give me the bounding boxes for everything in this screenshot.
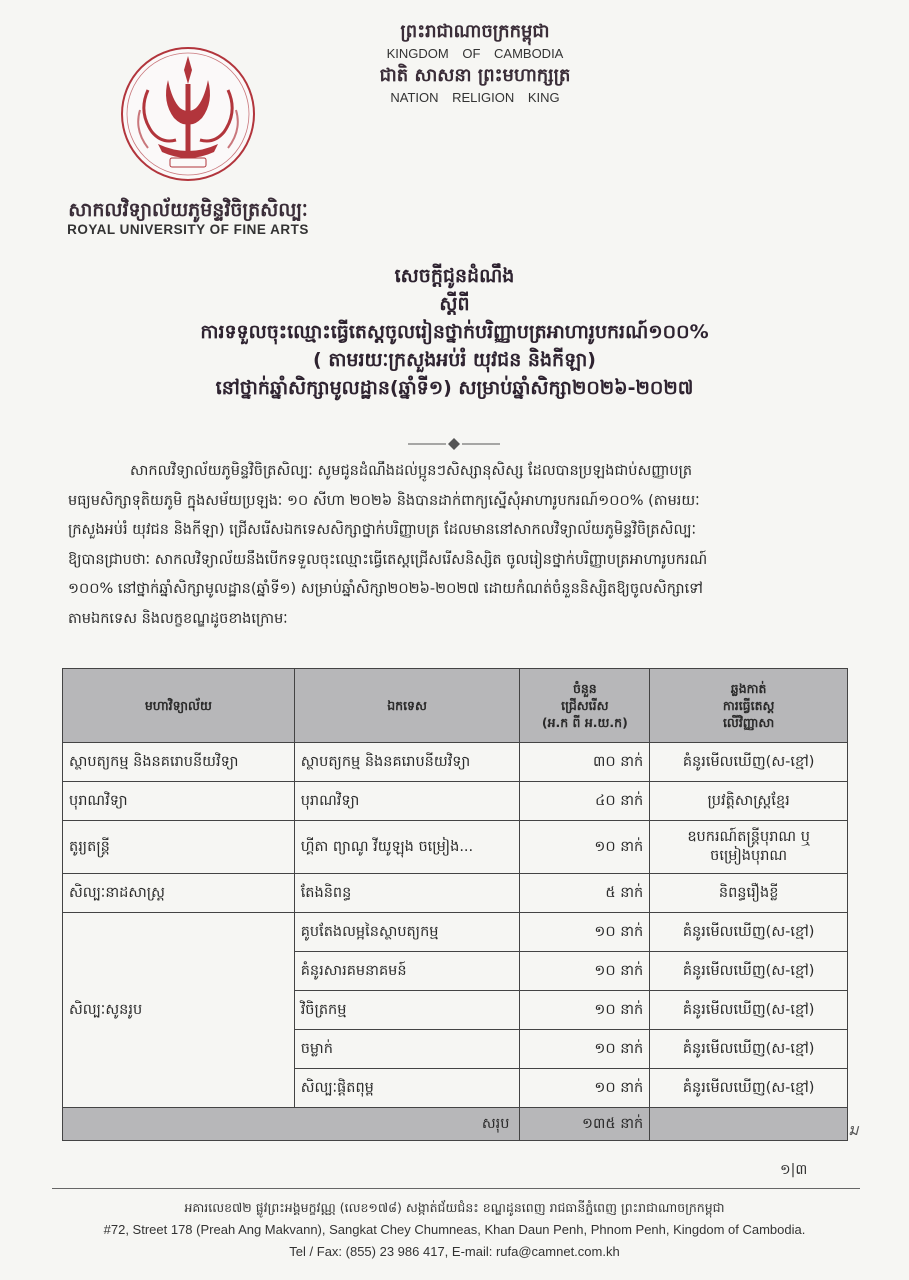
motto-english: NATION RELIGION KING bbox=[390, 90, 560, 105]
cell-major: បុរាណវិទ្យា bbox=[294, 782, 520, 821]
cell-quota: ១០ នាក់ bbox=[520, 821, 650, 874]
total-value: ១៣៥ នាក់ bbox=[520, 1108, 650, 1141]
cell-major: ស្ថាបត្យកម្ម និងនគរោបនីយវិទ្យា bbox=[294, 743, 520, 782]
title-line-2: ស្ដីពី bbox=[439, 293, 470, 315]
kingdom-khmer: ព្រះរាជាណាចក្រកម្ពុជា bbox=[400, 21, 550, 42]
header-exam-line: លើវិញ្ញាសា bbox=[722, 715, 775, 730]
header-exam-line: ការធ្វើតេស្ត bbox=[722, 698, 775, 713]
table-total-row bbox=[63, 1108, 848, 1141]
cell-exam: គំនូរមើលឃើញ(ស-ខ្មៅ) bbox=[650, 743, 848, 782]
kingdom-english: KINGDOM OF CAMBODIA bbox=[386, 46, 564, 61]
header-exam-line: ឆ្លងកាត់ bbox=[730, 681, 767, 696]
body-line: ក្រសួងអប់រំ យុវជន និងកីឡា) ជ្រើសរើសឯកទេសសិក្សាថ្នាក់បរិញ្ញាបត្រ ដែលមាននៅសាកលវិទ្យាល័យភូមិន្ទវិចិត្រសិល្បៈ bbox=[68, 522, 696, 538]
cell-exam: គំនូរមើលឃើញ(ស-ខ្មៅ) bbox=[650, 952, 848, 991]
total-label: សរុប bbox=[63, 1108, 520, 1141]
cell-quota: ១០ នាក់ bbox=[520, 952, 650, 991]
title-line-3: ការទទួលចុះឈ្មោះធ្វើតេស្តចូលរៀនថ្នាក់បរិញ្ញាបត្រអាហារូបករណ៍១០០% bbox=[200, 321, 709, 343]
header-faculty: មហាវិទ្យាល័យ bbox=[63, 669, 295, 743]
cell-major: តែងនិពន្ធ bbox=[294, 874, 520, 913]
quota-table bbox=[62, 668, 848, 1141]
table-row bbox=[63, 821, 848, 874]
cell-exam: គំនូរមើលឃើញ(ស-ខ្មៅ) bbox=[650, 1030, 848, 1069]
header-quota-line: ចំនួន bbox=[572, 681, 597, 696]
cell-exam bbox=[650, 821, 848, 874]
cell-major: គំនូរសារគមនាគមន៍ bbox=[294, 952, 520, 991]
title-line-4: ( តាមរយៈក្រសួងអប់រំ យុវជន និងកីឡា) bbox=[313, 349, 596, 371]
header-quota-line: ជ្រើសរើស bbox=[561, 698, 609, 713]
announcement-body bbox=[68, 457, 850, 634]
cell-exam: គំនូរមើលឃើញ(ស-ខ្មៅ) bbox=[650, 913, 848, 952]
page-number: ១|៣ bbox=[780, 1162, 808, 1178]
body-line: មធ្យមសិក្សាទុតិយភូមិ ក្នុងសម័យប្រឡងៈ ១០ សីហា ២០២៦ និងបានដាក់ពាក្យស្នើសុំអាហារូបករណ៍១០០% (តាមរយៈ bbox=[68, 492, 700, 509]
title-line-5: នៅថ្នាក់ឆ្នាំសិក្សាមូលដ្ឋាន(ឆ្នាំទី១) សម្រាប់ឆ្នាំសិក្សា២០២៦-២០២៧ bbox=[215, 377, 694, 399]
cell-exam: គំនូរមើលឃើញ(ស-ខ្មៅ) bbox=[650, 991, 848, 1030]
cell-faculty: តូរ្យតន្ត្រី bbox=[63, 821, 295, 874]
cell-major: វិចិត្រកម្ម bbox=[294, 991, 520, 1030]
footer-divider bbox=[52, 1188, 860, 1189]
cell-exam-line: ឧបករណ៍តន្ត្រីបុរាណ ឬ bbox=[687, 829, 810, 845]
cell-faculty: សិល្បៈសូនរូប bbox=[63, 913, 295, 1108]
header-quota bbox=[520, 669, 650, 743]
body-line: សាកលវិទ្យាល័យភូមិន្ទវិចិត្រសិល្បៈ សូមជូនដំណឹងដល់ប្អូនៗសិស្សានុសិស្ស ដែលបានប្រឡងជាប់សញ្ញាបត្រ bbox=[130, 463, 693, 479]
cell-quota: ១០ នាក់ bbox=[520, 1030, 650, 1069]
header-exam bbox=[650, 669, 848, 743]
table-row bbox=[63, 913, 848, 952]
cell-exam: គំនូរមើលឃើញ(ស-ខ្មៅ) bbox=[650, 1069, 848, 1108]
body-line: ឱ្យបានជ្រាបថាៈ សាកលវិទ្យាល័យនឹងបើកទទួលចុះឈ្មោះធ្វើតេស្តជ្រើសរើសនិស្សិត ចូលរៀនថ្នាក់បរិញ្ញាបត្រអាហារូបករណ៍ bbox=[68, 551, 708, 568]
table-row bbox=[63, 782, 848, 821]
cell-faculty: ស្ថាបត្យកម្ម និងនគរោបនីយវិទ្យា bbox=[63, 743, 295, 782]
footer-contact: Tel / Fax: (855) 23 986 417, E-mail: rufa@camnet.com.kh bbox=[289, 1244, 620, 1259]
university-name-khmer: សាកលវិទ្យាល័យភូមិន្ទវិចិត្រសិល្បៈ bbox=[68, 199, 308, 221]
footer-address-english: #72, Street 178 (Preah Ang Makvann), Sangkat Chey Chumneas, Khan Daun Penh, Phnom Penh, Kingdom of Cambodia. bbox=[103, 1222, 806, 1237]
header-quota-line: (អ.ក ពី អ.យ.ក) bbox=[541, 715, 628, 730]
kingdom-header bbox=[330, 20, 620, 108]
cell-major: ចម្លាក់ bbox=[294, 1030, 520, 1069]
cell-major: សិល្បៈផ្ដិតពុម្ព bbox=[294, 1069, 520, 1108]
cell-quota: ៥ នាក់ bbox=[520, 874, 650, 913]
cell-faculty: សិល្បៈនាដសាស្ត្រ bbox=[63, 874, 295, 913]
table-header-row bbox=[63, 669, 848, 743]
cell-quota: ៣០ នាក់ bbox=[520, 743, 650, 782]
body-line: ១០០% នៅថ្នាក់ឆ្នាំសិក្សាមូលដ្ឋាន(ឆ្នាំទី១) សម្រាប់ឆ្នាំសិក្សា២០២៦-២០២៧ ដោយកំណត់ចំនួននិស្សិតឱ្យចូលសិក្សាទៅ bbox=[68, 581, 703, 597]
announcement-title bbox=[40, 262, 869, 402]
cell-quota: ១០ នាក់ bbox=[520, 991, 650, 1030]
cell-exam: និពន្ធរឿងខ្លី bbox=[650, 874, 848, 913]
total-empty-cell bbox=[650, 1108, 848, 1141]
cell-quota: ១០ នាក់ bbox=[520, 913, 650, 952]
page-initial-mark: ม bbox=[848, 1120, 859, 1139]
cell-major: ហ្គីតា ព្យាណូ វីយូឡុង ចម្រៀង... bbox=[294, 821, 520, 874]
title-line-1: សេចក្ដីជូនដំណឹង bbox=[394, 265, 515, 287]
divider-ornament bbox=[404, 437, 504, 451]
cell-quota: ៤០ នាក់ bbox=[520, 782, 650, 821]
header-major: ឯកទេស bbox=[294, 669, 520, 743]
footer-address-khmer: អគារលេខ៧២ ផ្លូវព្រះអង្គមក្ខវណ្ណ (លេខ១៧៨) សង្កាត់ជ័យជំនះ ខណ្ឌដូនពេញ រាជធានីភ្នំពេញ ព្រះរាជាណាចក្រកម្ពុជា bbox=[184, 1200, 725, 1215]
table-row bbox=[63, 743, 848, 782]
university-name-english: ROYAL UNIVERSITY OF FINE ARTS bbox=[67, 222, 309, 237]
footer bbox=[0, 1197, 909, 1263]
body-line: តាមឯកទេស និងលក្ខខណ្ឌដូចខាងក្រោមៈ bbox=[68, 610, 288, 627]
table-row bbox=[63, 874, 848, 913]
cell-exam-line: ចម្រៀងបុរាណ bbox=[710, 848, 788, 864]
motto-khmer: ជាតិ សាសនា ព្រះមហាក្សត្រ bbox=[379, 65, 571, 86]
university-seal-logo bbox=[118, 40, 258, 188]
cell-faculty: បុរាណវិទ្យា bbox=[63, 782, 295, 821]
cell-major: គូបតែងលម្អនៃស្ថាបត្យកម្ម bbox=[294, 913, 520, 952]
cell-quota: ១០ នាក់ bbox=[520, 1069, 650, 1108]
cell-exam: ប្រវត្តិសាស្ត្រខ្មែរ bbox=[650, 782, 848, 821]
